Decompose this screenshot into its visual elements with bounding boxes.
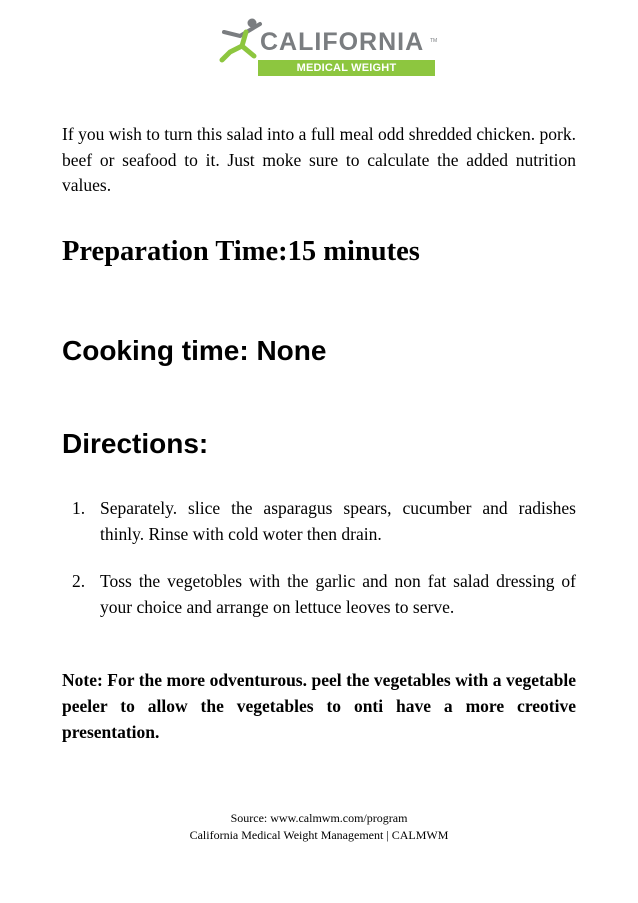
logo-tagline: MEDICAL WEIGHT MANAGEMENT	[258, 60, 435, 76]
intro-paragraph: If you wish to turn this salad into a full meal odd shredded chicken. pork. beef or seafood to it. Just moke sure to calculate the added nutrition values.	[62, 124, 576, 195]
direction-step	[62, 569, 576, 620]
cooking-time-heading: Cooking time: None	[62, 335, 327, 366]
note-paragraph: Note: For the more odventurous. peel the vegetables with a vegetable peeler to allow the vegetables to onti have a more creotive presentation.	[62, 670, 576, 742]
directions-list	[62, 496, 576, 642]
running-figure-icon	[216, 16, 266, 64]
step-number: 2.	[72, 571, 86, 591]
california-logo	[216, 16, 438, 90]
step-text: Toss the vegetobles with the garlic and non fat salad dressing of your choice and arrange on lettuce leoves to serve.	[100, 571, 576, 617]
footer-organization: California Medical Weight Management | CALMWM	[189, 828, 449, 842]
step-number: 1.	[72, 498, 86, 518]
footer-source: Source: www.calmwm.com/program	[230, 811, 408, 825]
page-footer	[0, 810, 638, 844]
logo-wordmark: CALIFORNIA	[260, 28, 425, 56]
directions-heading: Directions:	[62, 428, 209, 459]
logo-trademark: TM	[430, 38, 438, 44]
step-text: Separately. slice the asparagus spears, cucumber and radishes thinly. Rinse with cold woter then drain.	[100, 498, 576, 544]
direction-step	[62, 496, 576, 547]
preparation-time-heading: Preparation Time:15 minutes	[62, 236, 420, 267]
